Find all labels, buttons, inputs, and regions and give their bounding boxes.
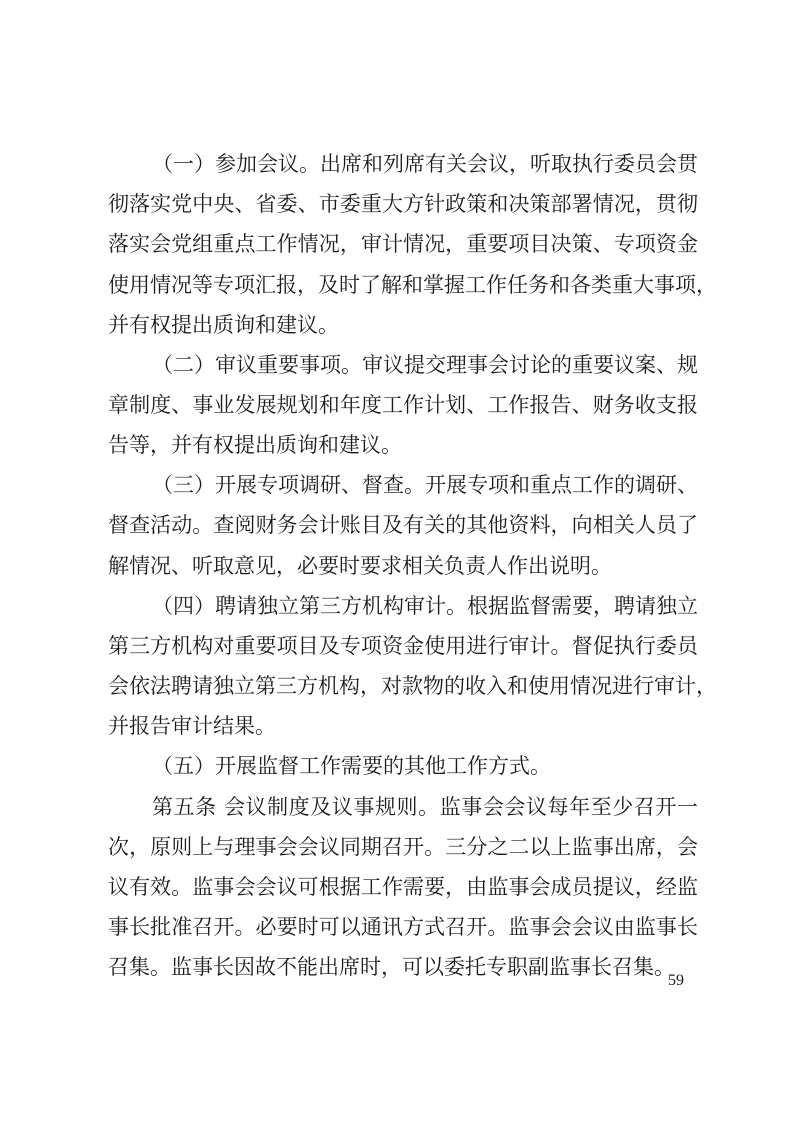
article-5-line-4: 事长批准召开。必要时可以通讯方式召开。监事会会议由监事长 bbox=[108, 915, 698, 939]
paragraph-1-line-5: 并有权提出质询和建议。 bbox=[108, 313, 339, 337]
article-5-line-3: 议有效。监事会会议可根据工作需要，由监事会成员提议，经监 bbox=[108, 875, 698, 899]
paragraph-2-line-3: 告等，并有权提出质询和建议。 bbox=[108, 433, 402, 457]
paragraph-4-line-2: 第三方机构对重要项目及专项资金使用进行审计。督促执行委员 bbox=[108, 634, 698, 658]
page-number: 59 bbox=[668, 972, 684, 989]
paragraph-3-line-1: （三）开展专项调研、督查。开展专项和重点工作的调研、 bbox=[152, 473, 698, 497]
paragraph-4-line-4: 并报告审计结果。 bbox=[108, 714, 276, 738]
paragraph-3-line-2: 督查活动。查阅财务会计账目及有关的其他资料，向相关人员了 bbox=[108, 513, 698, 537]
paragraph-4-line-1: （四）聘请独立第三方机构审计。根据监督需要，聘请独立 bbox=[152, 594, 698, 618]
paragraph-4-line-3: 会依法聘请独立第三方机构，对款物的收入和使用情况进行审计， bbox=[108, 674, 717, 698]
paragraph-2-line-2: 章制度、事业发展规划和年度工作计划、工作报告、财务收支报 bbox=[108, 393, 698, 417]
paragraph-1-line-2: 彻落实党中央、省委、市委重大方针政策和决策部署情况，贯彻 bbox=[108, 192, 698, 216]
article-5-line-5: 召集。监事长因故不能出席时，可以委托专职副监事长召集。 bbox=[108, 955, 675, 979]
article-5-line-2: 次，原则上与理事会会议同期召开。三分之二以上监事出席，会 bbox=[108, 835, 698, 859]
paragraph-1-line-3: 落实会党组重点工作情况，审计情况，重要项目决策、专项资金 bbox=[108, 232, 698, 256]
paragraph-2-line-1: （二）审议重要事项。审议提交理事会讨论的重要议案、规 bbox=[152, 353, 698, 377]
article-5-line-1: 第五条 会议制度及议事规则。监事会会议每年至少召开一 bbox=[152, 795, 698, 819]
paragraph-5-line-1: （五）开展监督工作需要的其他工作方式。 bbox=[152, 754, 551, 778]
paragraph-3-line-3: 解情况、听取意见，必要时要求相关负责人作出说明。 bbox=[108, 554, 612, 578]
paragraph-1-line-4: 使用情况等专项汇报，及时了解和掌握工作任务和各类重大事项， bbox=[108, 273, 717, 297]
paragraph-1-line-1: （一）参加会议。出席和列席有关会议，听取执行委员会贯 bbox=[152, 152, 698, 176]
